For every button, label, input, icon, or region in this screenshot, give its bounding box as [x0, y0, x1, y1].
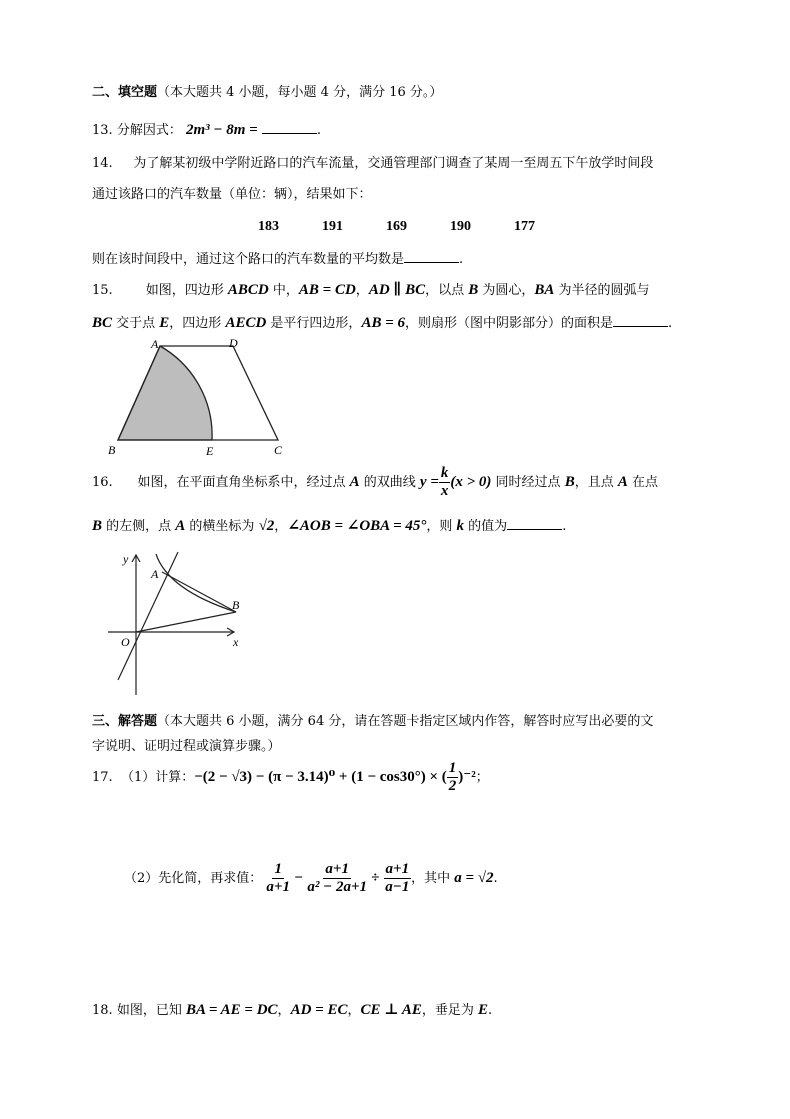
label-b: B	[108, 443, 116, 457]
text: 如图，在平面直角坐标系中，经过点	[137, 475, 350, 490]
denominator: 2	[448, 778, 457, 794]
text: 的横坐标为	[185, 519, 259, 534]
label-x: x	[233, 635, 239, 649]
denominator: a−1	[385, 879, 410, 895]
text: 的双曲线	[359, 475, 420, 490]
punct: ；	[475, 770, 489, 785]
math: (x > 0)	[450, 474, 492, 490]
label-b: B	[232, 598, 240, 612]
numerator: a+1	[325, 861, 349, 877]
text: 为半径的圆弧与	[554, 283, 650, 298]
section-note: 字说明、证明过程或演算步骤。）	[92, 739, 281, 754]
question-17-part2	[124, 858, 498, 899]
math: −(2 − √3) − (π − 3.14)⁰ + (1 − cos30°) × (	[194, 769, 447, 785]
numerator: 1	[274, 861, 282, 877]
math: AD = EC	[290, 1002, 348, 1018]
section-title: 三、解答题	[92, 714, 158, 729]
line-oa	[118, 552, 178, 680]
text: ，垂足为	[421, 1003, 478, 1018]
math: AD ∥ BC	[368, 282, 426, 298]
section-note: （本大题共 6 小题，满分 64 分，请在答题卡指定区域内作答，解答时应写出必要的文	[157, 714, 654, 729]
part-label: （1）计算：	[120, 770, 195, 785]
value: 177	[514, 219, 535, 234]
text: 如图，四边形	[145, 283, 228, 298]
section-note: （本大题共 4 小题，每小题 4 分，满分 16 分。）	[157, 85, 443, 100]
math: B	[468, 282, 479, 298]
math: BA	[534, 282, 555, 298]
question-number: 18.	[92, 1003, 113, 1018]
math: A	[617, 474, 628, 490]
denominator: x	[440, 483, 449, 499]
text: ，以点	[425, 283, 469, 298]
period: .	[493, 871, 498, 886]
period: .	[316, 123, 321, 138]
label-o: O	[121, 635, 130, 649]
math: )⁻²	[458, 769, 476, 785]
text: 如图，已知	[116, 1003, 186, 1018]
fraction	[439, 465, 451, 500]
fraction	[384, 861, 412, 896]
text: ，	[274, 519, 288, 534]
figure-q16-coordinate	[108, 552, 236, 695]
text: 为圆心，	[478, 283, 535, 298]
math: E	[159, 315, 170, 331]
text: ，	[355, 283, 369, 298]
question-text: 为了解某初级中学附近路口的汽车流量，交通管理部门调查了某周一至周五下午放学时间段	[133, 156, 654, 171]
text: ，则扇形（图中阴影部分）的面积是	[405, 316, 614, 331]
figure-q15-trapezoid	[108, 336, 283, 458]
question-number: 15.	[92, 283, 113, 298]
math: ABCD	[227, 282, 269, 298]
math: AB = 6	[361, 315, 405, 331]
value: 183	[258, 219, 279, 234]
text: 交于点	[112, 316, 160, 331]
denominator: a+1	[266, 879, 290, 895]
hyperbola	[156, 554, 236, 612]
question-17-part1	[92, 760, 489, 795]
numerator: a+1	[385, 861, 410, 877]
period: .	[488, 1003, 493, 1018]
punct: ，	[347, 1003, 361, 1018]
label-a: A	[151, 567, 159, 581]
shaded-sector	[118, 346, 212, 440]
math: B	[92, 518, 103, 534]
label-y: y	[123, 552, 129, 566]
question-number: 16.	[92, 475, 113, 490]
math: k	[456, 518, 465, 534]
fraction	[266, 861, 290, 896]
math: BA = AE = DC	[185, 1002, 278, 1018]
numerator: 1	[448, 760, 457, 776]
period: .	[668, 316, 673, 331]
math: √2	[258, 518, 275, 534]
fraction	[447, 760, 459, 795]
math: A	[175, 518, 186, 534]
question-text: 分解因式：	[116, 123, 182, 138]
math: AECD	[225, 315, 267, 331]
denominator: a² − 2a+1	[307, 879, 367, 895]
punct: ，	[277, 1003, 291, 1018]
label-e: E	[206, 444, 214, 458]
question-text: 通过该路口的汽车数量（单位：辆），结果如下：	[92, 187, 372, 202]
value: 169	[386, 219, 407, 234]
text: ，其中	[411, 871, 455, 886]
text: 同时经过点	[491, 475, 565, 490]
math: y =	[419, 474, 439, 490]
section3-header	[92, 712, 653, 732]
text: 是平行四边形，	[266, 316, 362, 331]
text: ，则	[426, 519, 457, 534]
math: a = √2	[454, 870, 494, 886]
text: ，四边形	[169, 316, 226, 331]
period: .	[562, 519, 567, 534]
part-label: （2）先化简，再求值：	[124, 871, 263, 886]
math: AB = CD	[298, 282, 356, 298]
math: BC	[92, 315, 113, 331]
line-ab	[162, 572, 236, 612]
math-expression: 2m³ − 8m =	[185, 122, 258, 138]
operator: −	[294, 870, 304, 886]
value: 191	[322, 219, 343, 234]
value: 190	[450, 219, 471, 234]
label-d: D	[229, 336, 238, 350]
math: E	[478, 1002, 489, 1018]
line-ob	[136, 612, 236, 632]
text: ，且点	[574, 475, 618, 490]
question-16-line2	[92, 515, 566, 537]
operator: ÷	[371, 870, 380, 886]
math: ∠AOB = ∠OBA = 45°	[287, 518, 427, 534]
period: .	[459, 252, 464, 267]
text: 的左侧，点	[102, 519, 176, 534]
question-18	[92, 1000, 492, 1021]
text: 中，	[268, 283, 299, 298]
question-text: 则在该时间段中，通过这个路口的汽车数量的平均数是	[92, 252, 405, 267]
question-16	[92, 465, 658, 500]
question-number: 14.	[92, 156, 113, 171]
numerator: k	[440, 465, 449, 481]
math: CE ⊥ AE	[360, 1002, 422, 1018]
fraction	[307, 861, 367, 896]
answer-blank[interactable]	[507, 515, 562, 530]
math: B	[564, 474, 575, 490]
question-number: 13.	[92, 123, 113, 138]
question-number: 17.	[92, 770, 113, 785]
text: 在点	[627, 475, 658, 490]
label-c: C	[274, 443, 283, 457]
text: 的值为	[464, 519, 508, 534]
math: A	[349, 474, 360, 490]
label-a: A	[151, 337, 159, 351]
section-title: 二、填空题	[92, 85, 158, 100]
